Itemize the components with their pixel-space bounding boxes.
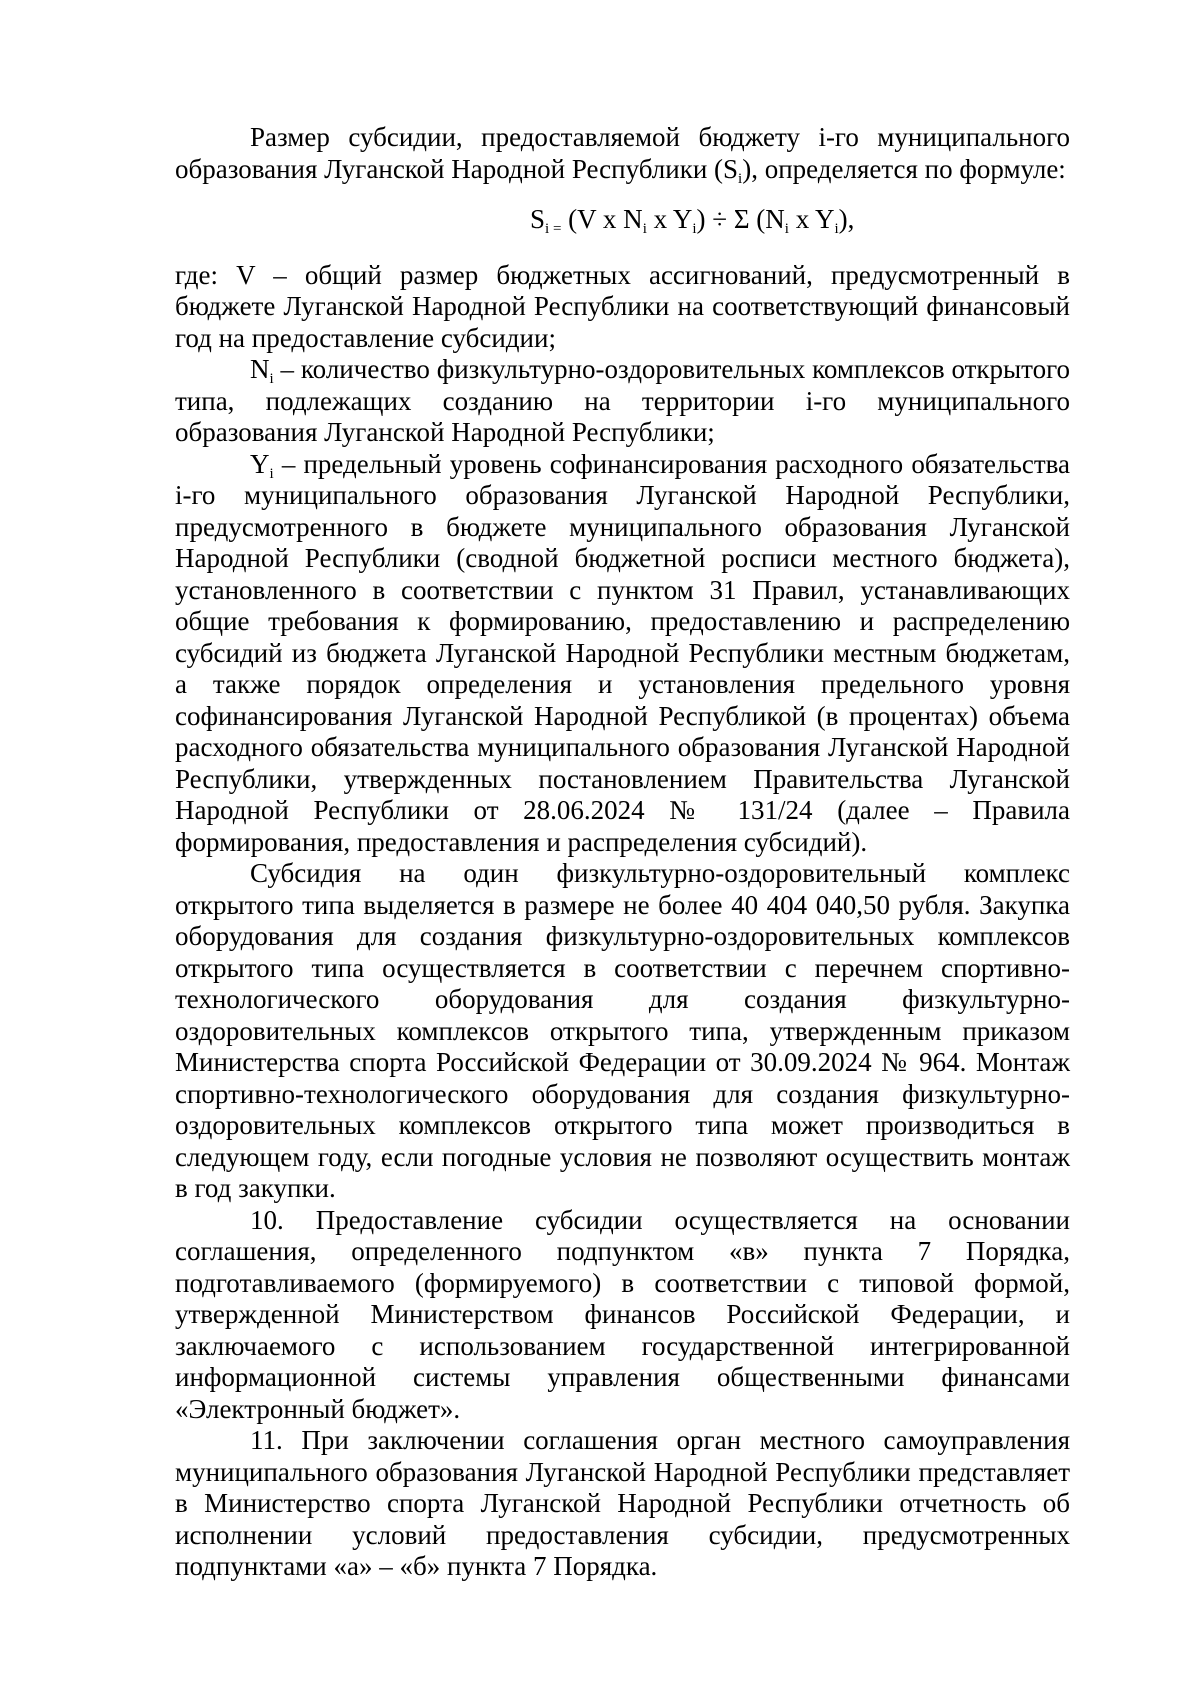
- paragraph-item-11: 11. При заключении соглашения орган местного самоуправления муниципального образования Луганской Народной Республики представляет в Министерство спорта Луганской Народной Республики отчетность об исполнении условий предоставления субсидии, предусмотренных подпунктами «а» – «б» пункта 7 Порядка.: [175, 1425, 1070, 1581]
- variable-y: Y: [250, 448, 270, 479]
- paragraph-variable-v: где: V – общий размер бюджетных ассигнований, предусмотренный в бюджете Луганской Народной Республики на соответствующий финансовый год на предоставление субсидии;: [175, 259, 1070, 353]
- paragraph-variable-y: [175, 449, 1070, 859]
- formula-subscript: i: [784, 221, 789, 237]
- variable-n: N: [250, 354, 270, 384]
- variable-n-text: – количество физкультурно-оздоровительных комплексов открытого типа, подлежащих созданию на территории i-го муниципального образования Луганской Народной Республики;: [175, 354, 1070, 447]
- paragraph-variable-n: [175, 354, 1070, 449]
- formula-subscript: i: [834, 221, 839, 237]
- formula-part: ),: [838, 204, 855, 234]
- intro-subscript: i: [738, 170, 743, 187]
- formula-part: (V x N: [561, 204, 643, 234]
- variable-n-subscript: i: [269, 371, 274, 387]
- paragraph-subsidy-size-intro: [175, 122, 1070, 185]
- formula-part: ) ÷ Σ (N: [696, 204, 785, 234]
- intro-text: Размер субсидии, предоставляемой бюджету i-го муниципального образования Луганской Народной Республики (S: [175, 122, 1070, 184]
- formula-subscript: i: [642, 221, 647, 237]
- formula-subscript: i: [692, 221, 697, 237]
- variable-y-subscript: i: [269, 465, 274, 482]
- intro-tail: ), определяется по формуле:: [742, 153, 1066, 184]
- document-body: [175, 122, 1070, 1583]
- paragraph-item-10: 10. Предоставление субсидии осуществляется на основании соглашения, определенного подпунктом «в» пункта 7 Порядка, подготавливаемого (формируемого) в соответствии с типовой формой, утвержденной Министерством финансов Российской Федерации, и заключаемого с использованием государственной интегрированной информационной системы управления общественными финансами «Электронный бюджет».: [175, 1204, 1070, 1424]
- formula-part: x Y: [646, 204, 693, 234]
- paragraph-subsidy-amount: Субсидия на один физкультурно-оздоровительный комплекс открытого типа выделяется в размере не более 40 404 040,50 рубля. Закупка оборудования для создания физкультурно-оздоровительных комплексов открытого типа осуществляется в соответствии с перечнем спортивно-технологического оборудования для создания физкультурно-оздоровительных комплексов открытого типа, утвержденным приказом Министерства спорта Российской Федерации от 30.09.2024 № 964. Монтаж спортивно-технологического оборудования для создания физкультурно-оздоровительных комплексов открытого типа может производиться в следующем году, если погодные условия не позволяют осуществить монтаж в год закупки.: [175, 858, 1070, 1203]
- formula-part: S: [530, 204, 546, 234]
- subsidy-formula: [175, 204, 1070, 236]
- formula-subscript: i =: [545, 221, 562, 237]
- variable-y-text: – предельный уровень софинансирования расходного обязательства i-го муниципального образования Луганской Народной Республики, предусмотренного в бюджете муниципального образования Луганской Народной Республики (сводной бюджетной росписи местного бюджета), установленного в соответствии с пунктом 31 Правил, устанавливающих общие требования к формированию, предоставлению и распределению субсидий из бюджета Луганской Народной Республики местным бюджетам, а также порядок определения и установления предельного уровня софинансирования Луганской Народной Республикой (в процентах) объема расходного обязательства муниципального образования Луганской Народной Республики, утвержденных постановлением Правительства Луганской Народной Республики от 28.06.2024 № 131/24 (далее – Правила формирования, предоставления и распределения субсидий).: [175, 448, 1070, 857]
- formula-part: x Y: [788, 204, 835, 234]
